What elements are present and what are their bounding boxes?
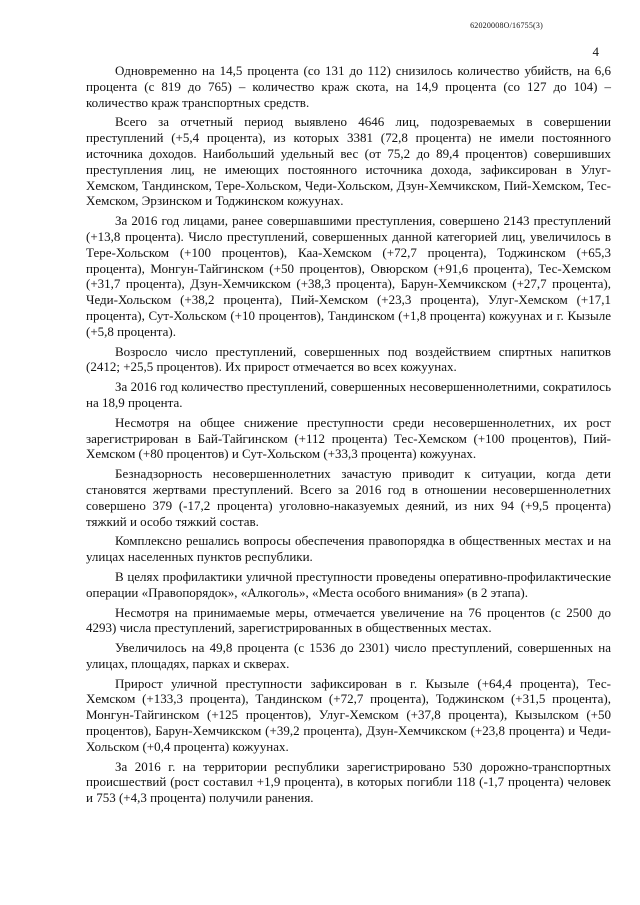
paragraph: За 2016 г. на территории республики зарегистрировано 530 дорожно-транспортных происшествий (рост составил +1,9 процента), в которых погибли 118 (-1,7 процента) человек и 753 (+4,3 процента) получили ранения. bbox=[86, 758, 611, 806]
paragraph: Комплексно решались вопросы обеспечения правопорядка в общественных местах и на улицах населенных пунктов республики. bbox=[86, 533, 611, 565]
paragraph: За 2016 год количество преступлений, совершенных несовершеннолетними, сократилось на 18,9 процента. bbox=[86, 379, 611, 410]
paragraph: Несмотря на общее снижение преступности среди несовершеннолетних, их рост зарегистрирован в Бай-Тайгинском (+112 процента) Тес-Хемском (+100 процентов), Пий-Хемском (+80 процентов) и Сут-Хольском (+33,3 процента) кожуунах. bbox=[86, 414, 611, 462]
document-body bbox=[86, 63, 611, 810]
paragraph: Всего за отчетный период выявлено 4646 лиц, подозреваемых в совершении преступлений (+5,4 процента), из которых 3381 (72,8 процента) не имели постоянного источника доходов. Наибольший удельный вес (от 75,2 до 89,4 процентов) совершивших преступления лиц, не имеющих постоянного источника дохода, зафиксирован в Улуг-Хемском, Тандинском, Тере-Хольском, Чеди-Хольском, Дзун-Хемчикском, Пий-Хемском, Тес-Хемском, Эрзинском и Тоджинском кожуунах. bbox=[86, 114, 611, 209]
paragraph: В целях профилактики уличной преступности проведены оперативно-профилактические операции «Правопорядок», «Алкоголь», «Места особого внимания» (в 2 этапа). bbox=[86, 568, 611, 600]
paragraph: Прирост уличной преступности зафиксирован в г. Кызыле (+64,4 процента), Тес-Хемском (+133,3 процента), Тандинском (+72,7 процента), Тоджинском (+31,5 процента), Монгун-Тайгинском (+125 процентов), Улуг-Хемском (+37,8 процента), Кызылском (+50 процентов), Барун-Хемчикском (+39,2 процента), Дзун-Хемчикском (+23,8 процента) и Чеди-Хольском (+0,4 процента) кожуунах. bbox=[86, 675, 611, 754]
document-code: 62020008О/16755(3) bbox=[470, 21, 543, 30]
paragraph: Возросло число преступлений, совершенных под воздействием спиртных напитков (2412; +25,5 процентов). Их прирост отмечается во всех кожуунах. bbox=[86, 343, 611, 375]
page-number: 4 bbox=[592, 44, 599, 59]
paragraph: За 2016 год лицами, ранее совершавшими преступления, совершено 2143 преступлений (+13,8 процента). Число преступлений, совершенных данной категорией лиц, увеличилось в Тере-Хольском (+100 процентов), Каа-Хемском (+72,7 процента), Тоджинском (+65,3 процента), Монгун-Тайгинском (+50 процентов), Овюрском (+91,6 процента), Тес-Хемском (+31,7 процента), Дзун-Хемчикском (+38,3 процента), Барун-Хемчикском (+27,7 процента), Чеди-Хольском (+38,2 процента), Пий-Хемском (+23,3 процента), Улуг-Хемском (+17,1 процента), Сут-Хольском (+10 процентов), Тандинском (+1,8 процента) кожуунах и г. Кызыле (+5,8 процента). bbox=[86, 213, 611, 339]
paragraph: Безнадзорность несовершеннолетних зачастую приводит к ситуации, когда дети становятся жертвами преступлений. Всего за 2016 год в отношении несовершеннолетних совершено 379 (-17,2 процента) уголовно-наказуемых деяний, из них 94 (+9,5 процента) тяжкий и особо тяжкий состав. bbox=[86, 466, 611, 529]
paragraph: Увеличилось на 49,8 процента (с 1536 до 2301) число преступлений, совершенных на улицах, площадях, парках и скверах. bbox=[86, 640, 611, 671]
paragraph: Несмотря на принимаемые меры, отмечается увеличение на 76 процентов (с 2500 до 4293) числа преступлений, зарегистрированных в общественных местах. bbox=[86, 604, 611, 636]
paragraph: Одновременно на 14,5 процента (со 131 до 112) снизилось количество убийств, на 6,6 процента (с 819 до 765) – количество краж скота, на 14,9 процента (со 127 до 104) – количество краж транспортных средств. bbox=[86, 63, 611, 110]
